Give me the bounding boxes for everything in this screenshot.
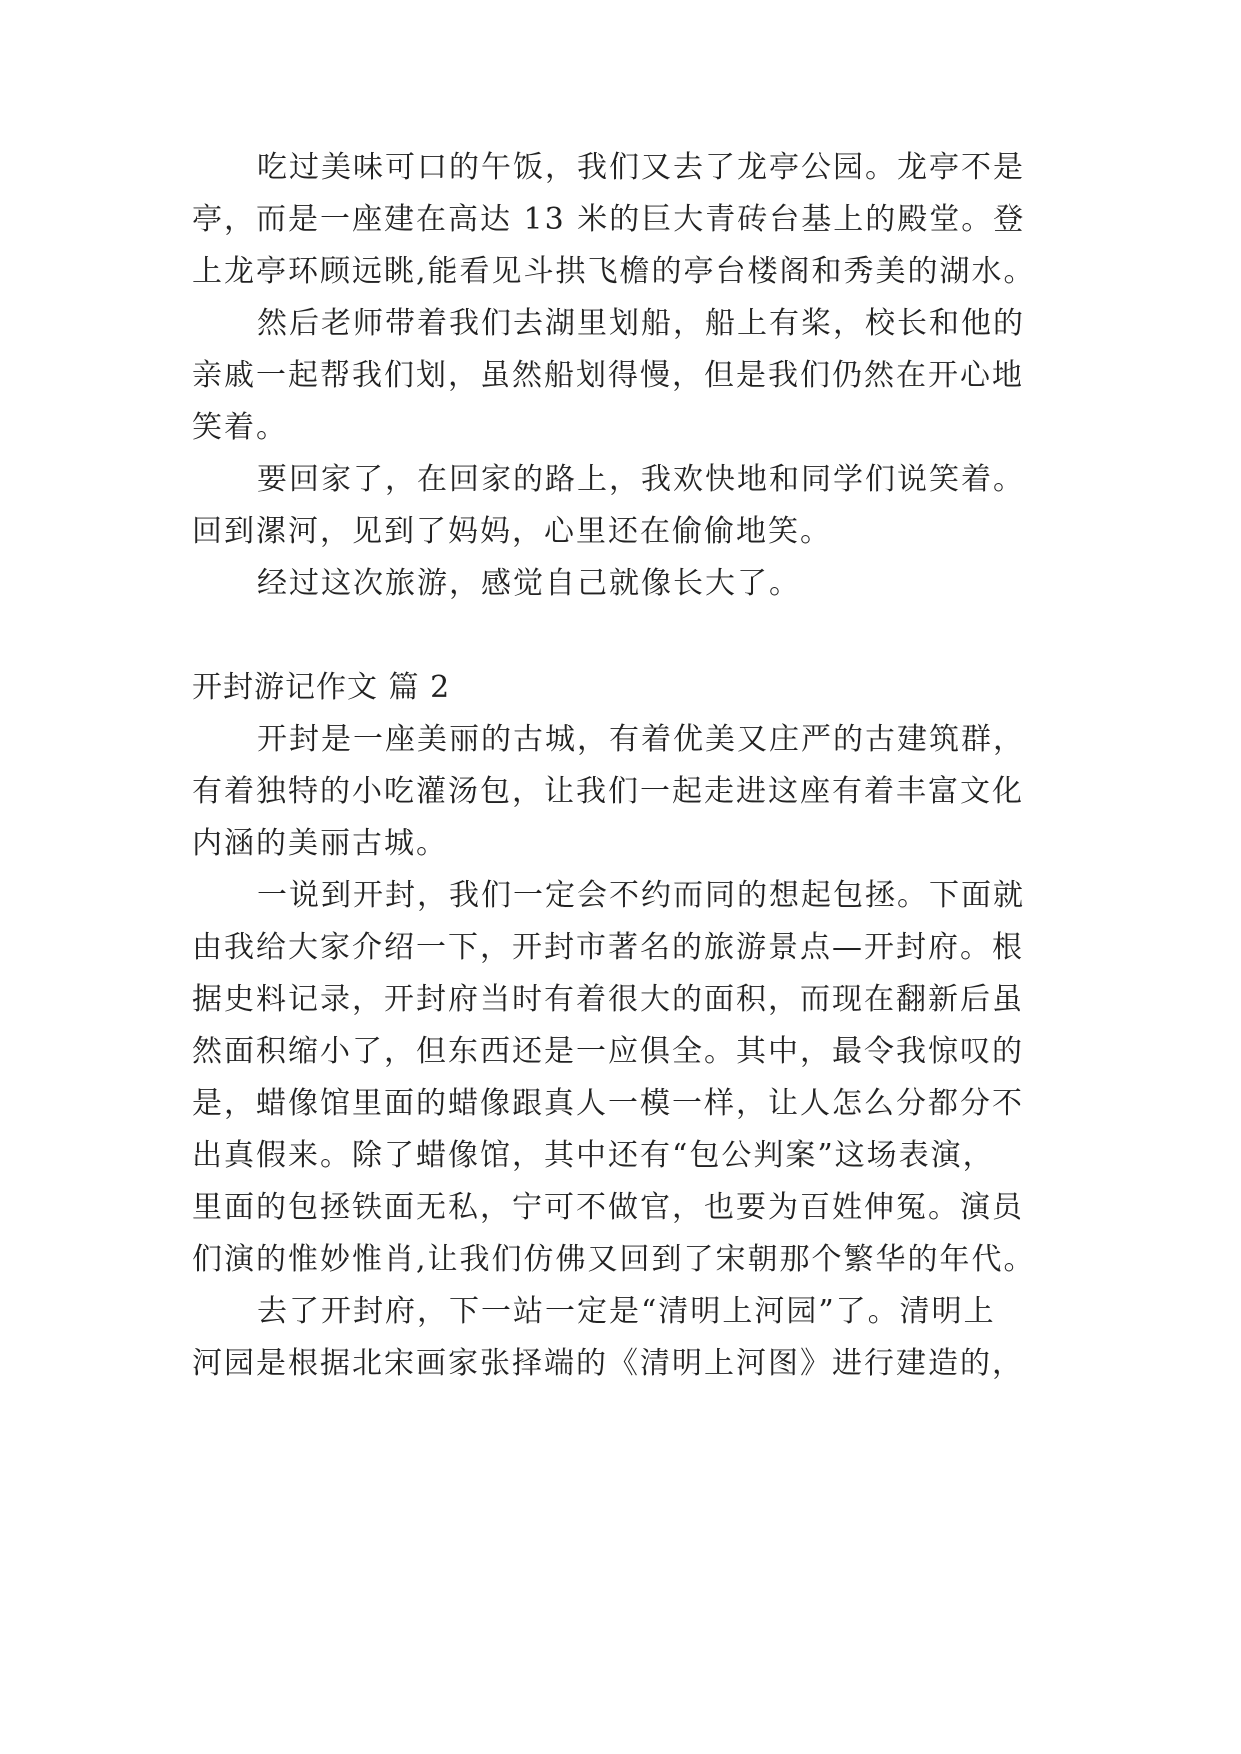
text-line: 亭，而是一座建在高达 13 米的巨大青砖台基上的殿堂。登 bbox=[192, 202, 1026, 237]
text-line: 一说到开封，我们一定会不约而同的想起包拯。下面就 bbox=[257, 878, 1025, 913]
text-line: 上龙亭环顾远眺,能看见斗拱飞檐的亭台楼阁和秀美的湖水。 bbox=[192, 254, 1036, 289]
text-line: 里面的包拯铁面无私，宁可不做官，也要为百姓伸冤。演员 bbox=[192, 1190, 1024, 1225]
text-line: 开封是一座美丽的古城，有着优美又庄严的古建筑群， bbox=[257, 722, 1025, 757]
text-line: 是，蜡像馆里面的蜡像跟真人一模一样，让人怎么分都分不 bbox=[192, 1086, 1024, 1121]
text-line: 经过这次旅游，感觉自己就像长大了。 bbox=[257, 566, 801, 601]
text-line: 由我给大家介绍一下，开封市著名的旅游景点—开封府。根 bbox=[192, 930, 1024, 965]
text-line: 吃过美味可口的午饭，我们又去了龙亭公园。龙亭不是 bbox=[257, 150, 1025, 185]
text-line: 然面积缩小了，但东西还是一应俱全。其中，最令我惊叹的 bbox=[192, 1034, 1024, 1069]
text-line: 亲戚一起帮我们划，虽然船划得慢，但是我们仍然在开心地 bbox=[192, 358, 1024, 393]
text-line: 出真假来。除了蜡像馆，其中还有“包公判案”这场表演， bbox=[192, 1138, 995, 1173]
text-line: 笑着。 bbox=[192, 410, 288, 445]
section-heading: 开封游记作文 篇 2 bbox=[192, 670, 451, 705]
text-line: 有着独特的小吃灌汤包，让我们一起走进这座有着丰富文化 bbox=[192, 774, 1024, 809]
text-line: 要回家了，在回家的路上，我欢快地和同学们说笑着。 bbox=[257, 462, 1025, 497]
text-line: 回到漯河，见到了妈妈，心里还在偷偷地笑。 bbox=[192, 514, 832, 549]
text-line: 内涵的美丽古城。 bbox=[192, 826, 448, 861]
text-line: 们演的惟妙惟肖,让我们仿佛又回到了宋朝那个繁华的年代。 bbox=[192, 1242, 1036, 1277]
text-line: 河园是根据北宋画家张择端的《清明上河图》进行建造的， bbox=[192, 1346, 1024, 1381]
text-line: 去了开封府，下一站一定是“清明上河园”了。清明上 bbox=[257, 1294, 996, 1329]
text-line: 然后老师带着我们去湖里划船，船上有桨，校长和他的 bbox=[257, 306, 1025, 341]
text-line: 据史料记录，开封府当时有着很大的面积，而现在翻新后虽 bbox=[192, 982, 1024, 1017]
